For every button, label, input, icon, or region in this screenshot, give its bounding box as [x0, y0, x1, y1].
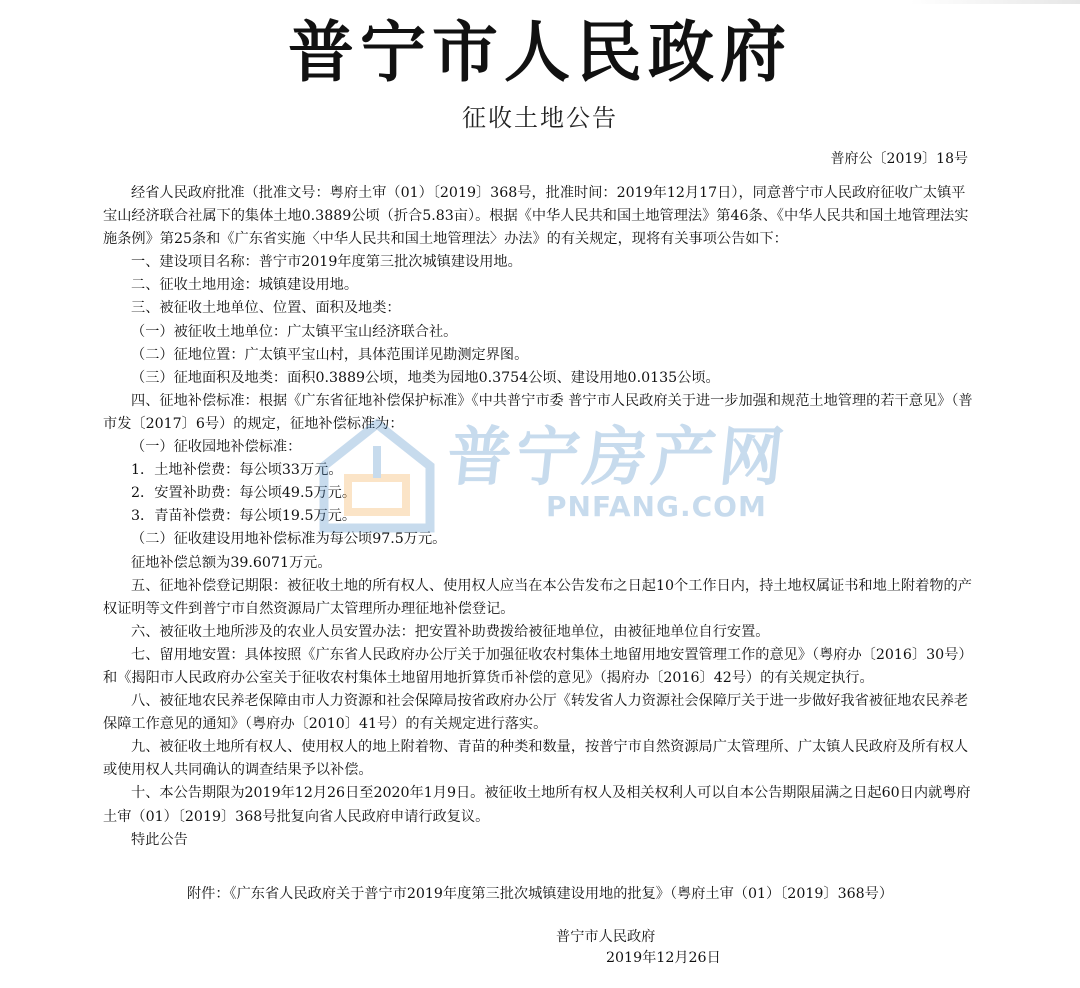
watermark-en: PNFANG.COM: [546, 490, 767, 523]
item-3-heading: 三、被征收土地单位、位置、面积及地类：: [131, 300, 401, 317]
notice-body: [103, 182, 973, 852]
issue-date: 2019年12月26日: [606, 950, 721, 966]
item-8-pension: 八、被征地农民养老保障由市人力资源和社会保障局按省政府办公厅《转发省人力资源社会保障厅关于进一步做好我省被征地农民养老保障工作意见的通知》（粤府办〔2010〕41号）的有关规定进行落实。: [103, 693, 969, 733]
item-7-reserved-land: 七、留用地安置：具体按照《广东省人民政府办公厅关于加强征收农村集体土地留用地安置管理工作的意见》（粤府办〔2016〕30号）和《揭阳市人民政府办公室关于征收农村集体土地留用地折算货币补偿的意见》（揭府办〔2016〕42号）的有关规定执行。: [103, 646, 973, 686]
intro-paragraph: 经省人民政府批准（批准文号：粤府土审（01）〔2019〕368号，批准时间：2019年12月17日），同意普宁市人民政府征收广太镇平宝山经济联合社属下的集体土地0.3889公顷（折合5.83亩）。根据《中华人民共和国土地管理法》第46条、《中华人民共和国土地管理法实施条例》第25条和《广东省实施〈中华人民共和国土地管理法〉办法》的有关规定，现将有关事项公告如下：: [103, 185, 969, 248]
item-4-2-construction-land: （二）征收建设用地补偿标准为每公顷97.5万元。: [131, 531, 447, 548]
item-4-compensation-standard: 四、征地补偿标准：根据《广东省征地补偿保护标准》《中共普宁市委 普宁市人民政府关于进一步加强和规范土地管理的若干意见》（普市发〔2017〕6号）的规定，征地补偿标准为：: [103, 392, 973, 432]
item-5-registration: 五、征地补偿登记期限：被征收土地的所有权人、使用权人应当在本公告发布之日起10个工作日内，持土地权属证书和地上附着物的产权证明等文件到普宁市自然资源局广太管理所办理征地补偿登记。: [103, 577, 972, 617]
notice-closing: 特此公告: [131, 831, 188, 848]
document-title: 普宁市人民政府: [288, 13, 792, 91]
item-10-period: 十、本公告期限为2019年12月26日至2020年1月9日。被征收土地所有权人及相关权利人可以自本公告期限届满之日起60日内就粤府土审（01）〔2019〕368号批复向省人民政府申请行政复议。: [103, 785, 971, 825]
item-3-1-unit: （一）被征收土地单位：广太镇平宝山经济联合社。: [131, 323, 458, 340]
document-number: 普府公〔2019〕18号: [830, 151, 968, 167]
issuer-name: 普宁市人民政府: [556, 929, 656, 945]
item-4-1-resettlement-fee: 2．安置补助费：每公顷49.5万元。: [131, 485, 357, 502]
item-1-project-name: 一、建设项目名称：普宁市2019年度第三批次城镇建设用地。: [131, 254, 522, 271]
item-4-1-crop-fee: 3．青苗补偿费：每公顷19.5万元。: [131, 508, 357, 525]
attachment-line: 附件：《广东省人民政府关于普宁市2019年度第三批次城镇建设用地的批复》（粤府土审（01）〔2019〕368号）: [186, 886, 894, 902]
item-6-resettlement: 六、被征收土地所涉及的农业人员安置办法：把安置补助费拨给被征地单位，由被征地单位自行安置。: [131, 623, 770, 640]
item-4-1-heading: （一）征收园地补偿标准：: [131, 439, 302, 456]
item-2-land-use: 二、征收土地用途：城镇建设用地。: [131, 277, 359, 294]
compensation-total: 征地补偿总额为39.6071万元。: [131, 554, 332, 571]
item-4-1-land-fee: 1．土地补偿费：每公顷33万元。: [131, 462, 343, 479]
document-subtitle: 征收土地公告: [462, 104, 618, 132]
item-3-3-area: （三）征地面积及地类：面积0.3889公顷，地类为园地0.3754公顷、建设用地0.0135公顷。: [131, 369, 720, 386]
watermark-cn: 普宁房产网: [443, 421, 792, 495]
item-3-2-location: （二）征地位置：广太镇平宝山村，具体范围详见勘测定界图。: [131, 346, 529, 363]
item-9-attachments: 九、被征收土地所有权人、使用权人的地上附着物、青苗的种类和数量，按普宁市自然资源局广太管理所、广太镇人民政府及所有权人或使用权人共同确认的调查结果予以补偿。: [103, 739, 969, 779]
top-right-edge-shading: [910, 0, 1080, 4]
